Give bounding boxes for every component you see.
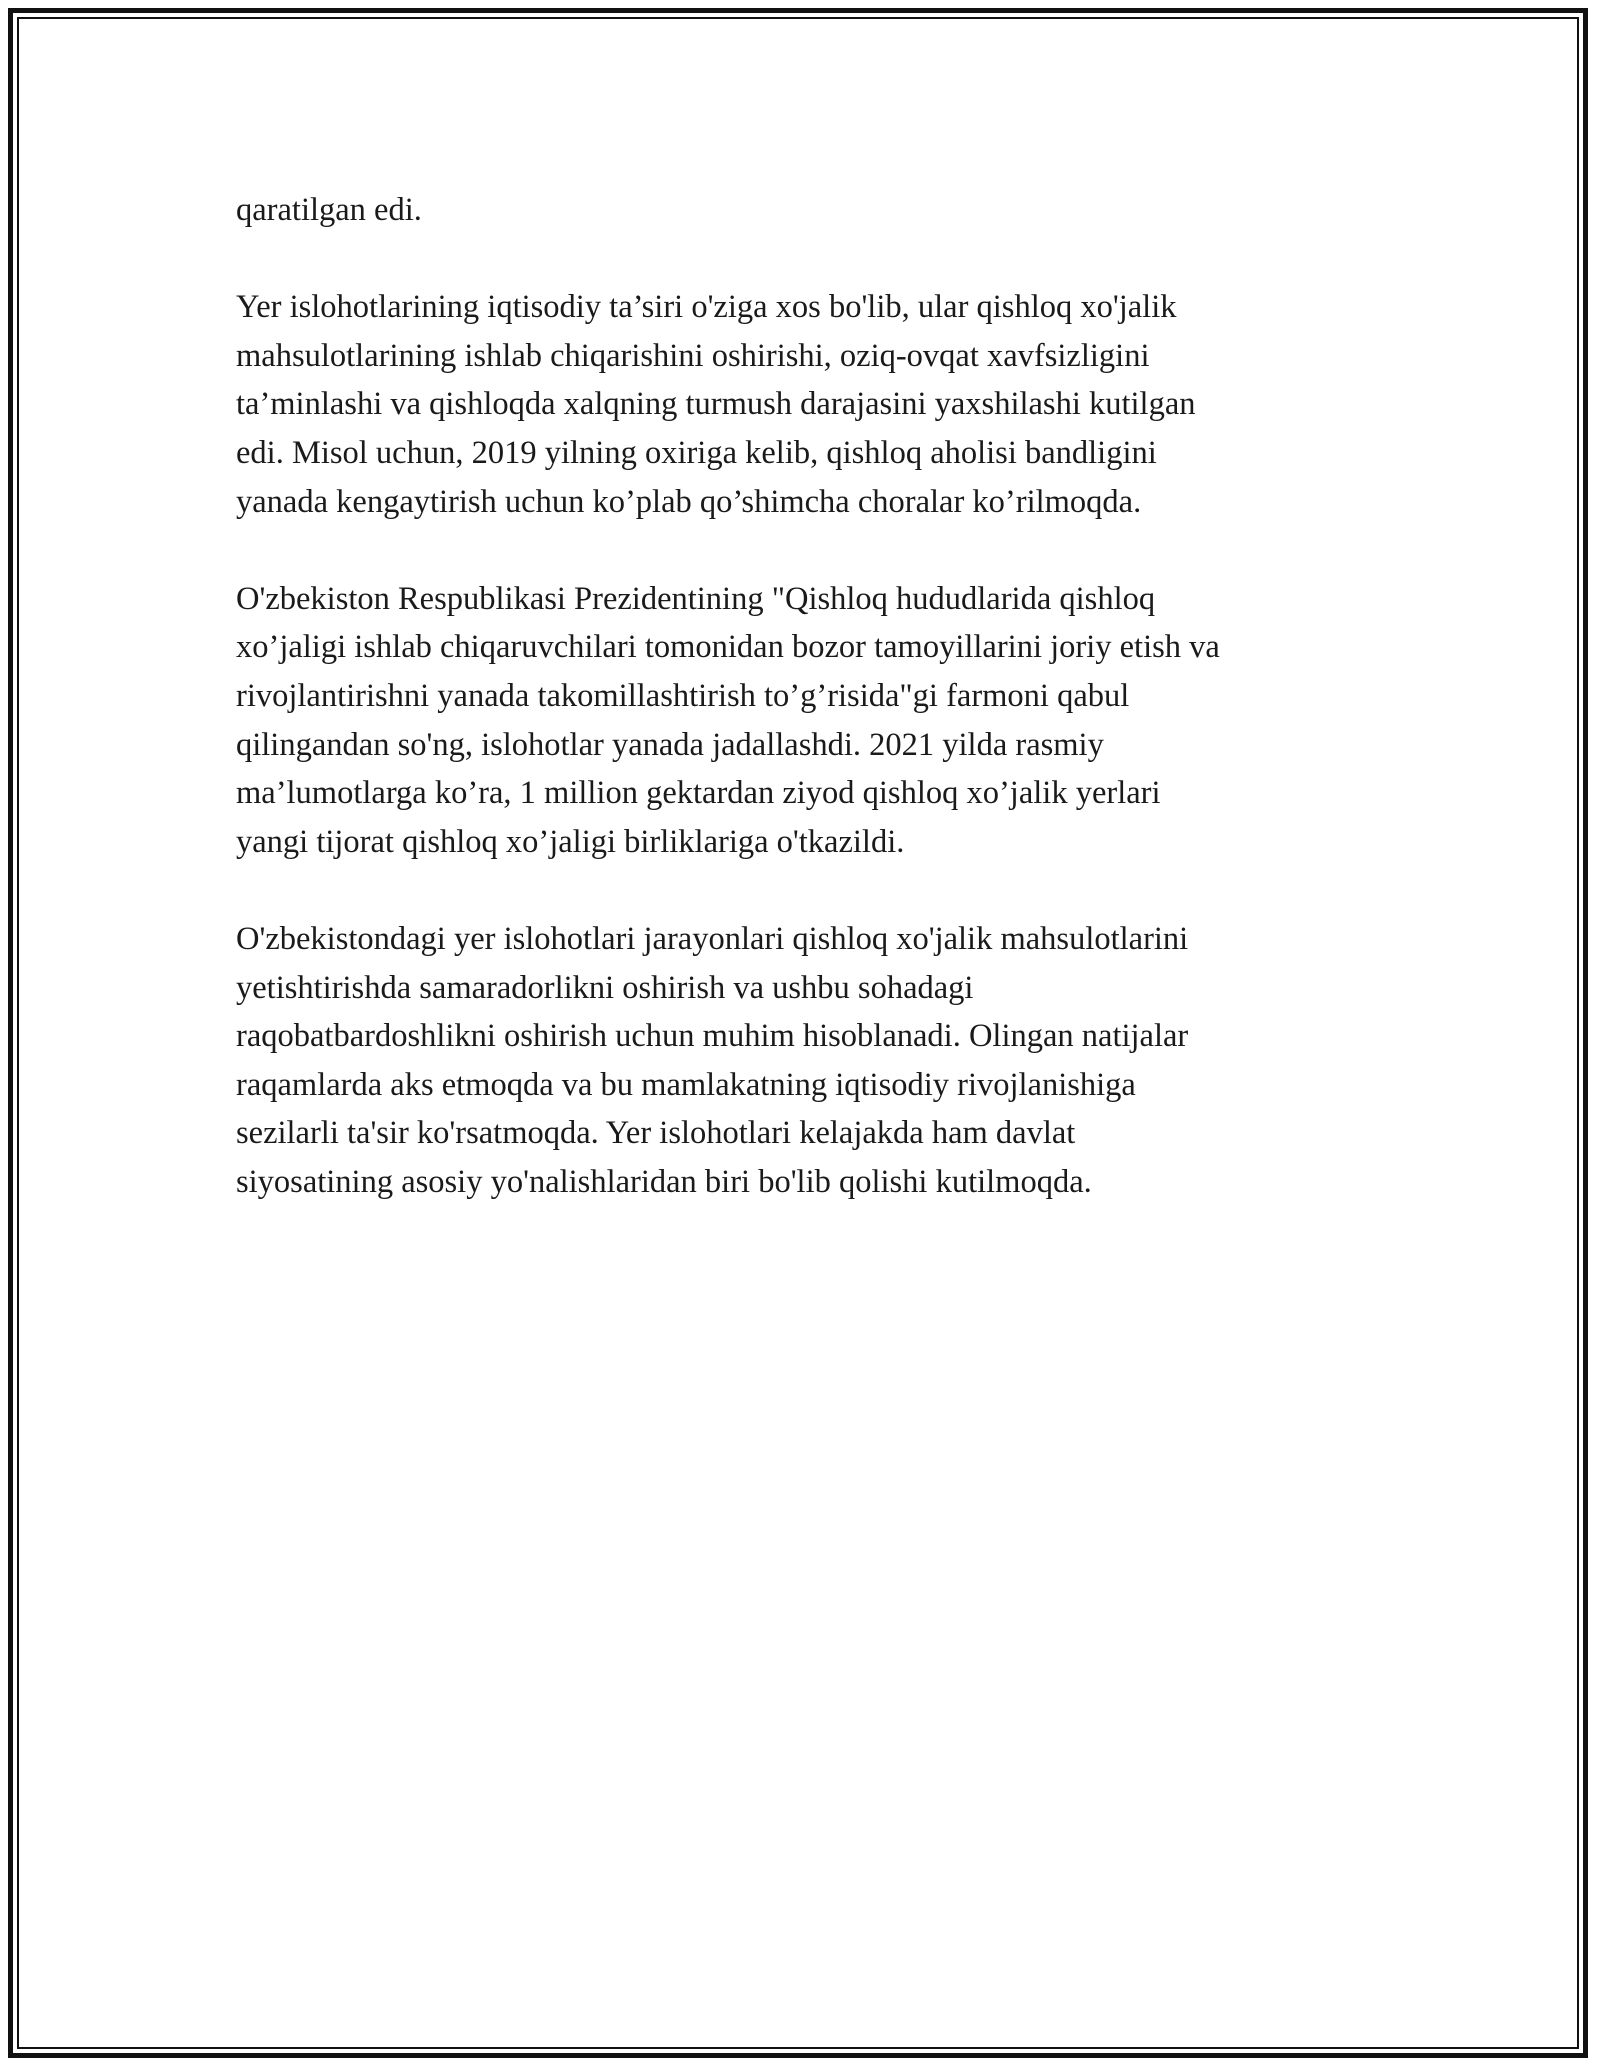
paragraph-continuation: qaratilgan edi. [236,192,422,228]
paragraph-presidential-decree: O'zbekiston Respublikasi Prezidentining "Qishloq hududlarida qishloq xo’jaligi ishlab chiqaruvchilari tomonidan bozor tamoyillarini joriy etish va rivojlantirishni yanada takomillashtirish to’g’risida"gi farmoni qabul qilingandan so'ng, islohotlar yanada jadallashdi. 2021 yilda rasmiy ma’lumotlarga ko’ra, 1 million gektardan ziyod qishloq xo’jalik yerlari yangi tijorat qishloq xo’jaligi birliklariga o'tkazildi. [236,580,1220,860]
paragraph-conclusion: O'zbekistondagi yer islohotlari jarayonlari qishloq xo'jalik mahsulotlarini yetishtirishda samaradorlikni oshirish va ushbu sohadagi raqobatbardoshlikni oshirish uchun muhim hisoblanadi. Olingan natijalar raqamlarda aks etmoqda va bu mamlakatning iqtisodiy rivojlanishiga sezilarli ta'sir ko'rsatmoqda. Yer islohotlari kelajakda ham davlat siyosatining asosiy yo'nalishlaridan biri bo'lib qolishi kutilmoqda. [236,920,1189,1200]
paragraph-economic-impact: Yer islohotlarining iqtisodiy ta’siri o'ziga xos bo'lib, ular qishloq xo'jalik mahsulotlarining ishlab chiqarishini oshirishi, oziq-ovqat xavfsizligini ta’minlashi va qishloqda xalqning turmush darajasini yaxshilashi kutilgan edi. Misol uchun, 2019 yilning oxiriga kelib, qishloq aholisi bandligini yanada kengaytirish uchun ko’plab qo’shimcha choralar ko’rilmoqda. [236,289,1196,520]
document-body [236,186,1366,1255]
